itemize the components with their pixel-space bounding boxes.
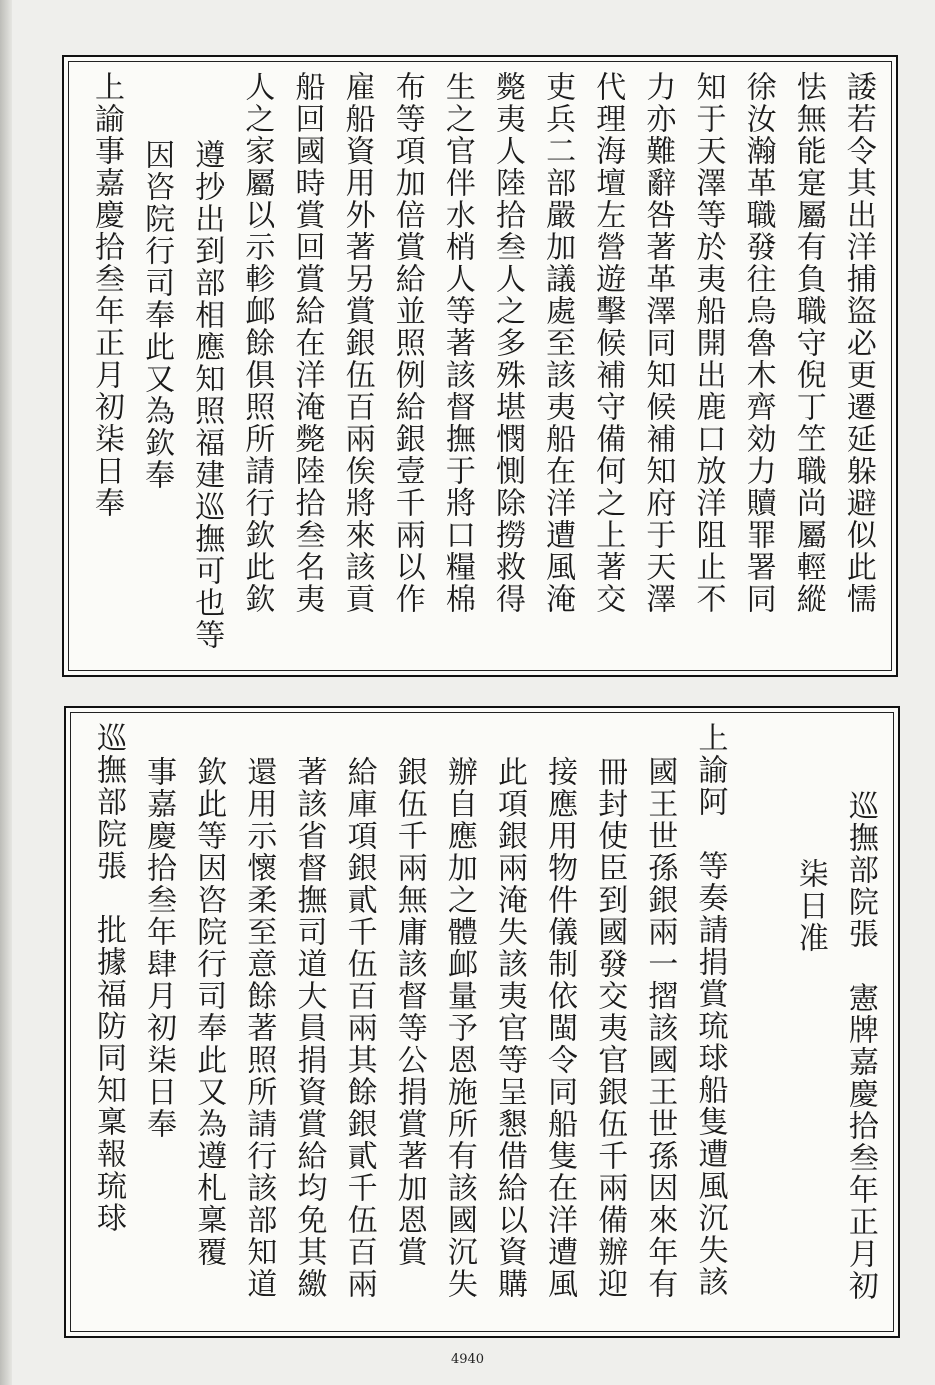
- binding-gutter: [0, 0, 12, 1385]
- text-column: 著該省督撫司道大員捐資賞給均免其繳: [291, 756, 327, 1300]
- text-column: 事嘉慶拾叁年肆月初柒日奉: [141, 756, 177, 1140]
- text-column: 吏兵二部嚴加議處至該夷船在洋遭風淹: [540, 71, 576, 615]
- top-text-columns: [84, 71, 876, 661]
- text-column: 辦自應加之體䘏量予恩施所有該國沉失: [441, 756, 477, 1300]
- text-column: 巡撫部院張 憲牌嘉慶拾叁年正月初: [842, 790, 878, 1302]
- text-column: [738, 722, 778, 1322]
- text-column: 冊封使臣到國發交夷官銀伍千兩備辦迎: [592, 756, 628, 1300]
- text-column: 知于天澤等於夷船開出鹿口放洋阻止不: [690, 71, 726, 615]
- text-column: 此項銀兩淹失該夷官等呈懇借給以資購: [492, 756, 527, 1300]
- text-column: 代理海壇左營遊擊候補守備何之上著交: [590, 71, 626, 615]
- text-column: 上諭阿 等奏請捐賞琉球船隻遭風沉失該: [692, 722, 728, 1298]
- text-column: 布等項加倍賞給並照例給銀壹千兩以作: [389, 71, 425, 615]
- text-column: 柒日准: [792, 858, 828, 954]
- text-column: 銀伍千兩無庸該督等公捐賞著加恩賞: [391, 756, 427, 1268]
- text-column: 巡撫部院張 批據福防同知稟報琉球: [91, 722, 126, 1234]
- text-column: 給庫項銀貳千伍百兩其餘銀貳千伍百兩: [341, 756, 377, 1300]
- text-column: 力亦難辭咎著革澤同知候補知府于天澤: [640, 71, 676, 615]
- text-column: 怯無能寔屬有負職守倪丁笁職尚屬輕縱: [790, 71, 826, 615]
- text-column: 人之家屬以示軫䘏餘俱照所請行欽此欽: [239, 71, 275, 615]
- text-column: 雇船資用外著另賞銀伍百兩俟將來該貢: [339, 71, 375, 615]
- text-column: 還用示懷柔至意餘著照所請行該部知道: [241, 756, 277, 1300]
- text-column: 斃夷人陸拾叁人之多殊堪憫惻除撈救得: [490, 71, 525, 615]
- text-column: 上諭事嘉慶拾叁年正月初柒日奉: [89, 71, 124, 519]
- bottom-document-panel: [64, 706, 900, 1338]
- text-column: 徐汝瀚革職發往烏魯木齊効力贖罪署同: [740, 71, 776, 615]
- text-column: 欽此等因咨院行司奉此又為遵札稟覆: [191, 756, 227, 1268]
- text-column: 遵抄出到部相應知照福建巡撫可也等: [189, 139, 225, 651]
- bottom-text-columns: [86, 722, 878, 1322]
- text-column: 國王世孫銀兩一摺該國王世孫因來年有: [642, 756, 678, 1300]
- text-column: 諉若令其出洋捕盜必更遷延躲避似此懦: [840, 71, 876, 615]
- text-column: 因咨院行司奉此又為欽奉: [139, 139, 175, 491]
- text-column: 接應用物件儀制依閩令同船隻在洋遭風: [542, 756, 578, 1300]
- text-column: 生之官伴水梢人等著該督撫于將口糧棉: [439, 71, 475, 615]
- text-column: 船回國時賞回賞給在洋淹斃陸拾叁名夷: [289, 71, 325, 615]
- page-number: 4940: [450, 1352, 485, 1367]
- top-document-panel: [62, 55, 898, 677]
